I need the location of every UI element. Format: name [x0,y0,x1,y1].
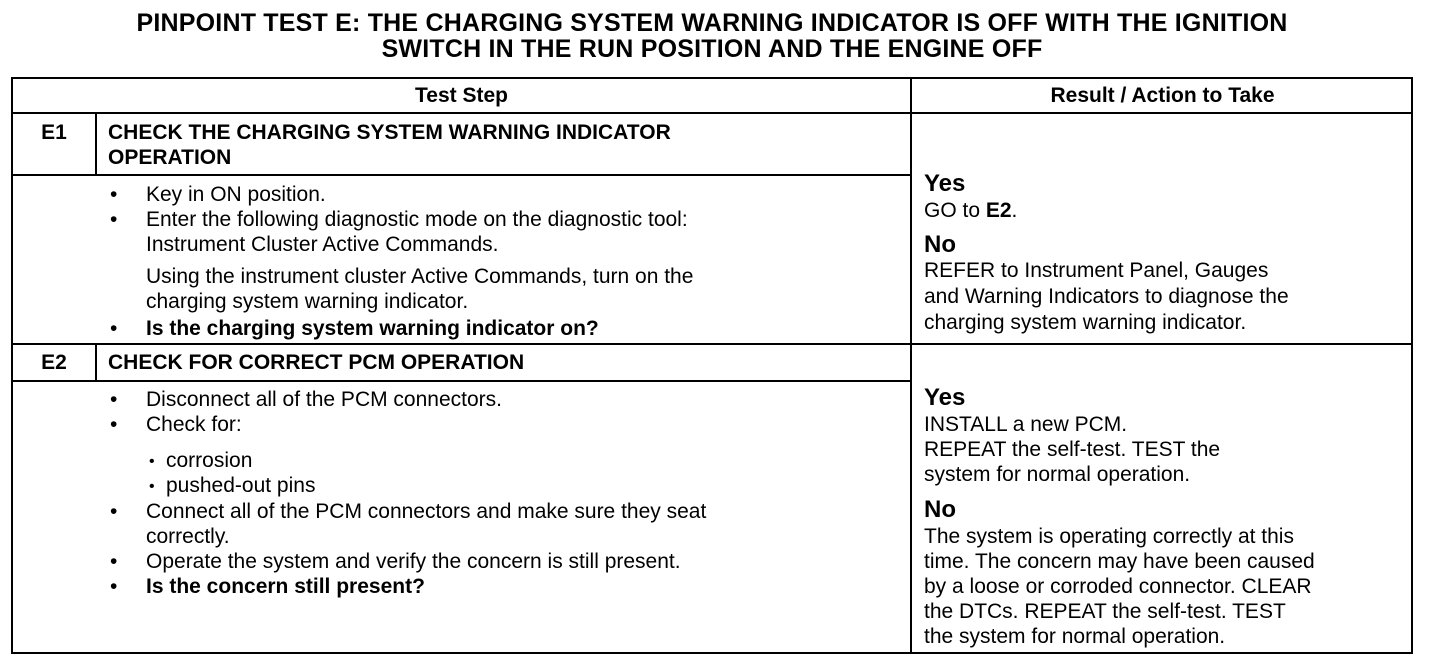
bullet: • [110,208,118,231]
e2-check-corrosion: corrosion [166,449,253,472]
e2-no-label: No [924,496,956,523]
e1-heading-divider [13,174,910,176]
step-heading-e1-line-2: OPERATION [108,146,232,169]
e2-no-action-5: the system for normal operation. [924,625,1226,648]
pinpoint-test-table [11,77,1413,654]
e1-question: Is the charging system warning indicator on? [146,317,599,340]
page-title [0,10,1424,62]
e1-no-action-2: and Warning Indicators to diagnose the [924,285,1289,308]
sub-bullet: • [149,478,155,495]
e2-instruction-2: Check for: [146,413,242,436]
e2-yes-label: Yes [924,384,966,411]
e1-e2-divider [13,343,1413,345]
e1-no-label: No [924,231,956,258]
sub-bullet: • [149,453,155,470]
e2-yes-action-1: INSTALL a new PCM. [924,413,1128,436]
e1-no-action-1: REFER to Instrument Panel, Gauges [924,259,1269,282]
e1-yes-action [924,198,1017,223]
e2-instruction-5: Operate the system and verify the concern is still present. [146,550,681,573]
e2-no-action-1: The system is operating correctly at this [924,525,1294,548]
title-line-2: SWITCH IN THE RUN POSITION AND THE ENGINE OFF [381,35,1043,63]
title-line-1: PINPOINT TEST E: THE CHARGING SYSTEM WARNING INDICATOR IS OFF WITH THE IGNITION [136,9,1288,37]
bullet: • [110,388,118,411]
e1-instruction-2: Enter the following diagnostic mode on the diagnostic tool: [146,208,688,231]
bullet: • [110,183,118,206]
e2-yes-action-2: REPEAT the self-test. TEST the [924,438,1221,461]
e1-yes-label: Yes [924,170,966,197]
e2-no-action-4: the DTCs. REPEAT the self-test. TEST [924,600,1286,623]
e1-id-divider [95,114,97,174]
step-id-e2: E2 [41,351,67,374]
column-divider [910,79,912,654]
e1-instruction-1: Key in ON position. [146,183,326,206]
bullet: • [110,550,118,573]
e1-instruction-4: Using the instrument cluster Active Commands, turn on the [146,265,694,288]
header-result-action: Result / Action to Take [1050,84,1275,107]
e2-check-pushed-out-pins: pushed-out pins [166,474,316,497]
bullet: • [110,413,118,436]
step-heading-e2: CHECK FOR CORRECT PCM OPERATION [108,351,525,374]
e1-no-action-3: charging system warning indicator. [924,311,1247,334]
e2-heading-divider [13,380,910,382]
e1-yes-suffix: . [1011,199,1018,222]
e1-instruction-3: Instrument Cluster Active Commands. [146,233,499,256]
e2-instruction-3: Connect all of the PCM connectors and make sure they seat [146,500,707,523]
e2-instruction-4: correctly. [146,525,230,548]
step-id-e1: E1 [41,121,67,144]
e1-yes-target: E2 [985,199,1012,222]
e2-yes-action-3: system for normal operation. [924,463,1191,486]
e2-no-action-3: by a loose or corroded connector. CLEAR [924,575,1312,598]
bullet: • [110,317,118,340]
step-heading-e1-line-1: CHECK THE CHARGING SYSTEM WARNING INDICATOR [108,121,671,144]
e1-yes-prefix: GO to [924,199,986,222]
e2-no-action-2: time. The concern may have been caused [924,550,1315,573]
header-divider [13,112,1413,114]
e2-instruction-1: Disconnect all of the PCM connectors. [146,388,502,411]
e2-question: Is the concern still present? [146,575,425,598]
bullet: • [110,575,118,598]
step-heading-e1 [108,120,671,170]
e2-id-divider [95,345,97,380]
header-test-step: Test Step [415,84,508,107]
bullet: • [110,500,118,523]
e1-instruction-5: charging system warning indicator. [146,290,469,313]
